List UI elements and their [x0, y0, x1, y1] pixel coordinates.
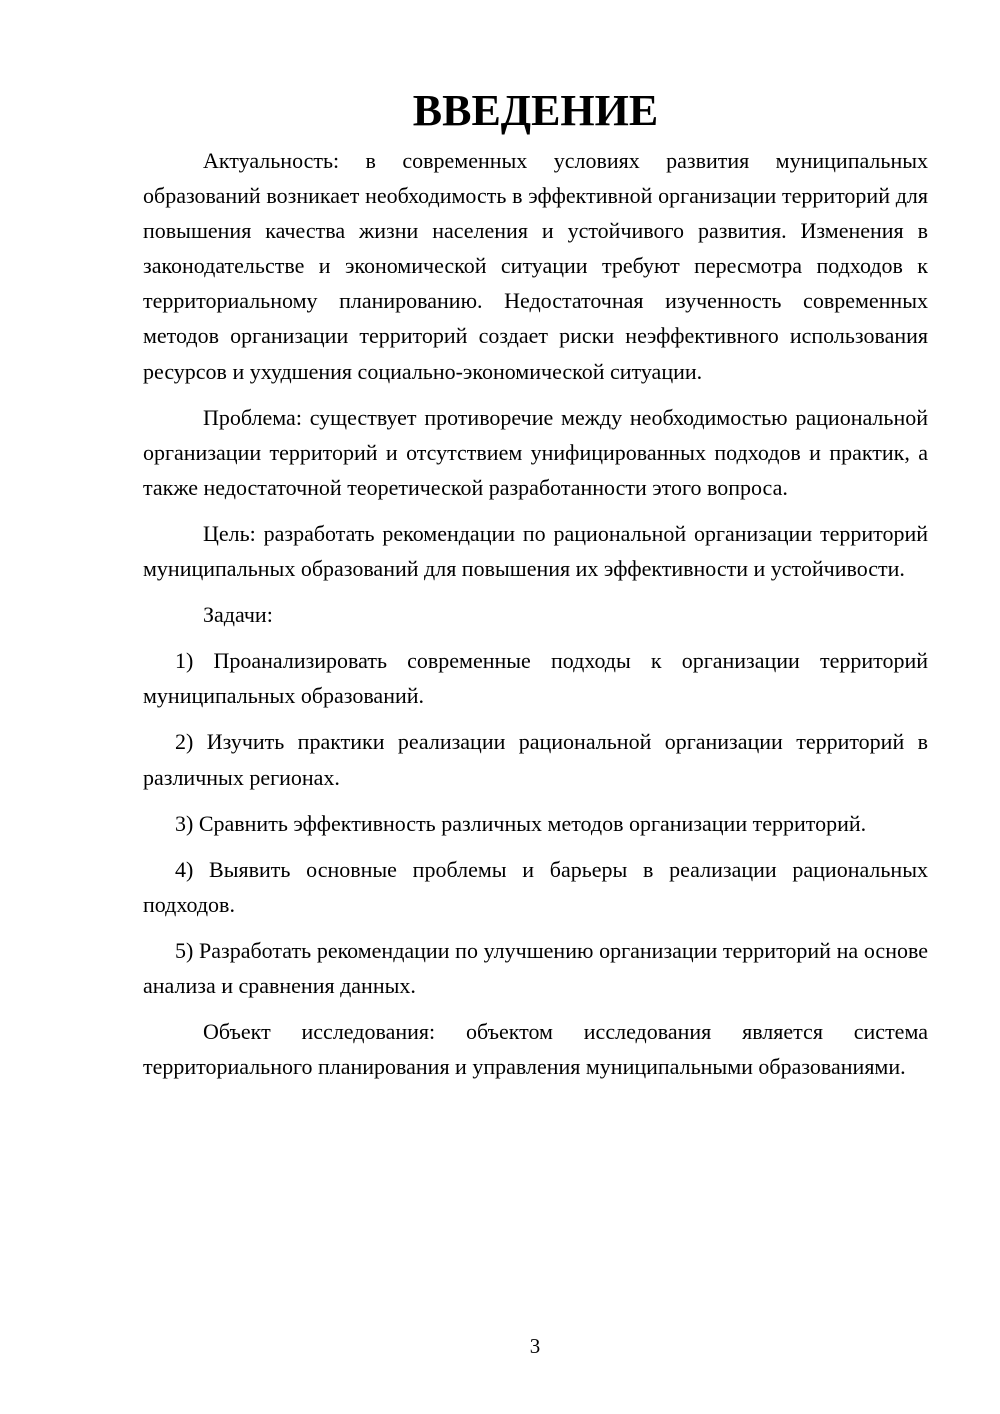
relevance-paragraph: Актуальность: в современных условиях развития муниципальных образований возникает необходимость в эффективной организации территорий для повышения качества жизни населения и устойчивого развития. Изменения в законодательстве и экономической ситуации требуют пересмотра подходов к территориальному планированию. Недостаточная изученность современных методов организации территорий создает риски неэффективного использования ресурсов и ухудшения социально-экономической ситуации.: [143, 148, 928, 384]
tasks-label: Задачи:: [203, 602, 273, 628]
page-number: 3: [529, 1334, 541, 1358]
object-paragraph: Объект исследования: объектом исследования является система территориального планирования и управления муниципальными образованиями.: [143, 1019, 928, 1080]
task-item-3: 3) Сравнить эффективность различных методов организации территорий.: [175, 810, 867, 836]
page-content: [143, 86, 928, 1095]
task-item-4: 4) Выявить основные проблемы и барьеры в реализации рациональных подходов.: [143, 856, 928, 917]
task-item-5: 5) Разработать рекомендации по улучшению организации территорий на основе анализа и сравнения данных.: [143, 937, 928, 998]
task-item-1: 1) Проанализировать современные подходы к организации территорий муниципальных образований.: [143, 648, 928, 709]
goal-paragraph: Цель: разработать рекомендации по рациональной организации территорий муниципальных образований для повышения их эффективности и устойчивости.: [143, 520, 928, 582]
problem-paragraph: Проблема: существует противоречие между необходимостью рациональной организации территорий и отсутствием унифицированных подходов и практик, а также недостаточной теоретической разработанности этого вопроса.: [143, 404, 928, 500]
section-heading: ВВЕДЕНИЕ: [412, 86, 659, 135]
task-item-2: 2) Изучить практики реализации рациональной организации территорий в различных регионах.: [143, 729, 928, 790]
